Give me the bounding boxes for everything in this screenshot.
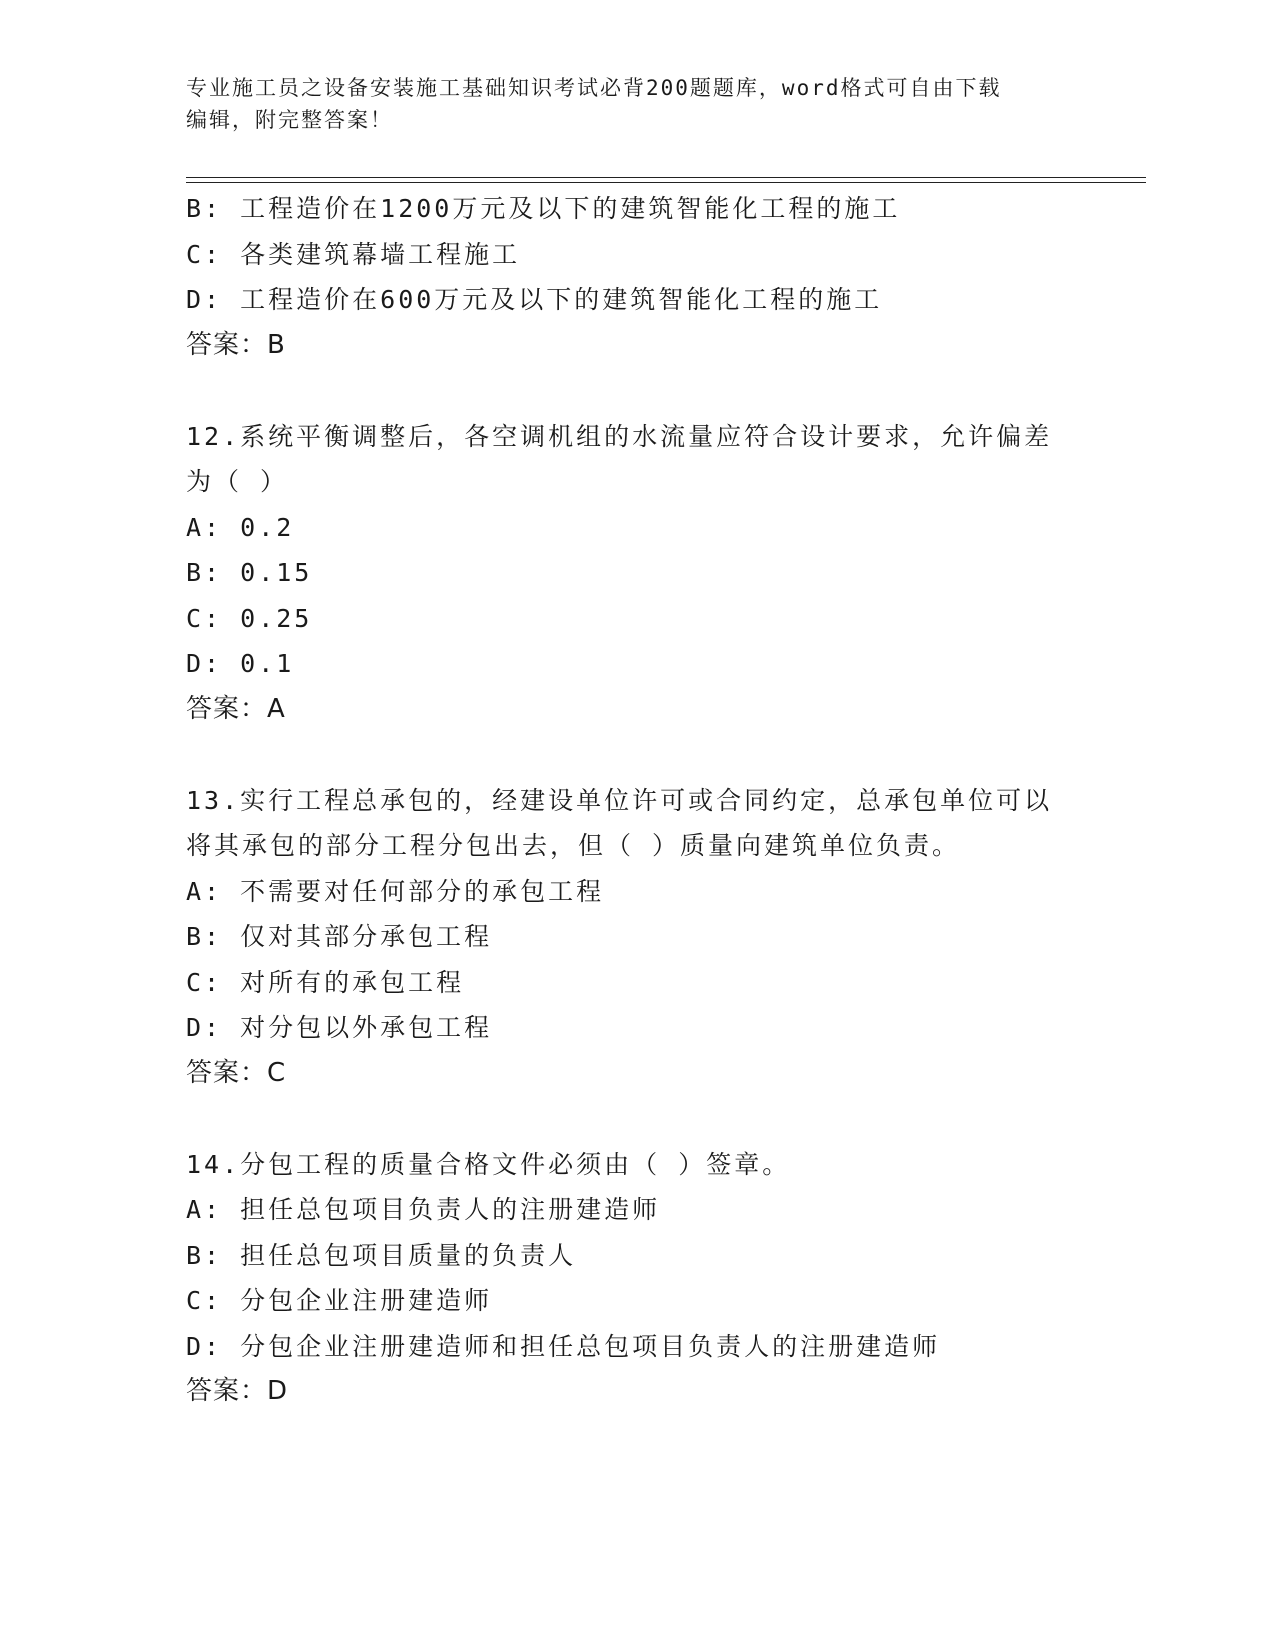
answer-line: 答案：C: [186, 1057, 287, 1088]
question-block: [186, 414, 1086, 733]
option-line: C: 各类建筑幕墙工程施工: [186, 239, 521, 269]
answer-line: 答案：D: [186, 1376, 289, 1406]
header-line-2: 编辑，附完整答案！: [186, 108, 393, 132]
answer-line: 答案：A: [186, 693, 286, 724]
option-line: A: 不需要对任何部分的承包工程: [186, 876, 605, 906]
option-line: C: 分包企业注册建造师: [186, 1286, 493, 1315]
option-line: A: 担任总包项目负责人的注册建造师: [186, 1195, 661, 1224]
answer-line: 答案：B: [186, 329, 286, 360]
option-line: A: 0.2: [186, 512, 295, 542]
block-spacer: [186, 368, 1086, 414]
option-line: C: 对所有的承包工程: [186, 967, 465, 997]
block-spacer: [186, 732, 1086, 778]
header-divider-bottom: [186, 182, 1146, 183]
option-line: D: 0.1: [186, 649, 295, 678]
question-list: [186, 186, 1086, 1415]
question-block: [186, 778, 1086, 1097]
option-line: B: 担任总包项目质量的负责人: [186, 1240, 577, 1270]
question-text: 14.分包工程的质量合格文件必须由（ ）签章。: [186, 1149, 791, 1179]
question-block: [186, 1142, 1086, 1415]
option-line: B: 仅对其部分承包工程: [186, 922, 493, 951]
option-line: D: 工程造价在600万元及以下的建筑智能化工程的施工: [186, 285, 883, 314]
header-divider-top: [186, 177, 1146, 178]
question-block: [186, 186, 1086, 368]
block-spacer: [186, 1096, 1086, 1142]
option-line: D: 对分包以外承包工程: [186, 1013, 493, 1042]
option-line: D: 分包企业注册建造师和担任总包项目负责人的注册建造师: [186, 1331, 941, 1361]
option-line: B: 工程造价在1200万元及以下的建筑智能化工程的施工: [186, 194, 901, 223]
question-text: 将其承包的部分工程分包出去，但（ ）质量向建筑单位负责。: [186, 831, 961, 860]
document-header: [186, 72, 1066, 136]
option-line: C: 0.25: [186, 603, 313, 633]
question-text: 13.实行工程总承包的，经建设单位许可或合同约定，总承包单位可以: [186, 785, 1053, 815]
question-text: 12.系统平衡调整后，各空调机组的水流量应符合设计要求，允许偏差: [186, 421, 1053, 451]
header-line-1: 专业施工员之设备安装施工基础知识考试必背200题题库，word格式可自由下载: [186, 76, 1002, 100]
question-text: 为（ ）: [186, 467, 289, 496]
option-line: B: 0.15: [186, 558, 313, 587]
